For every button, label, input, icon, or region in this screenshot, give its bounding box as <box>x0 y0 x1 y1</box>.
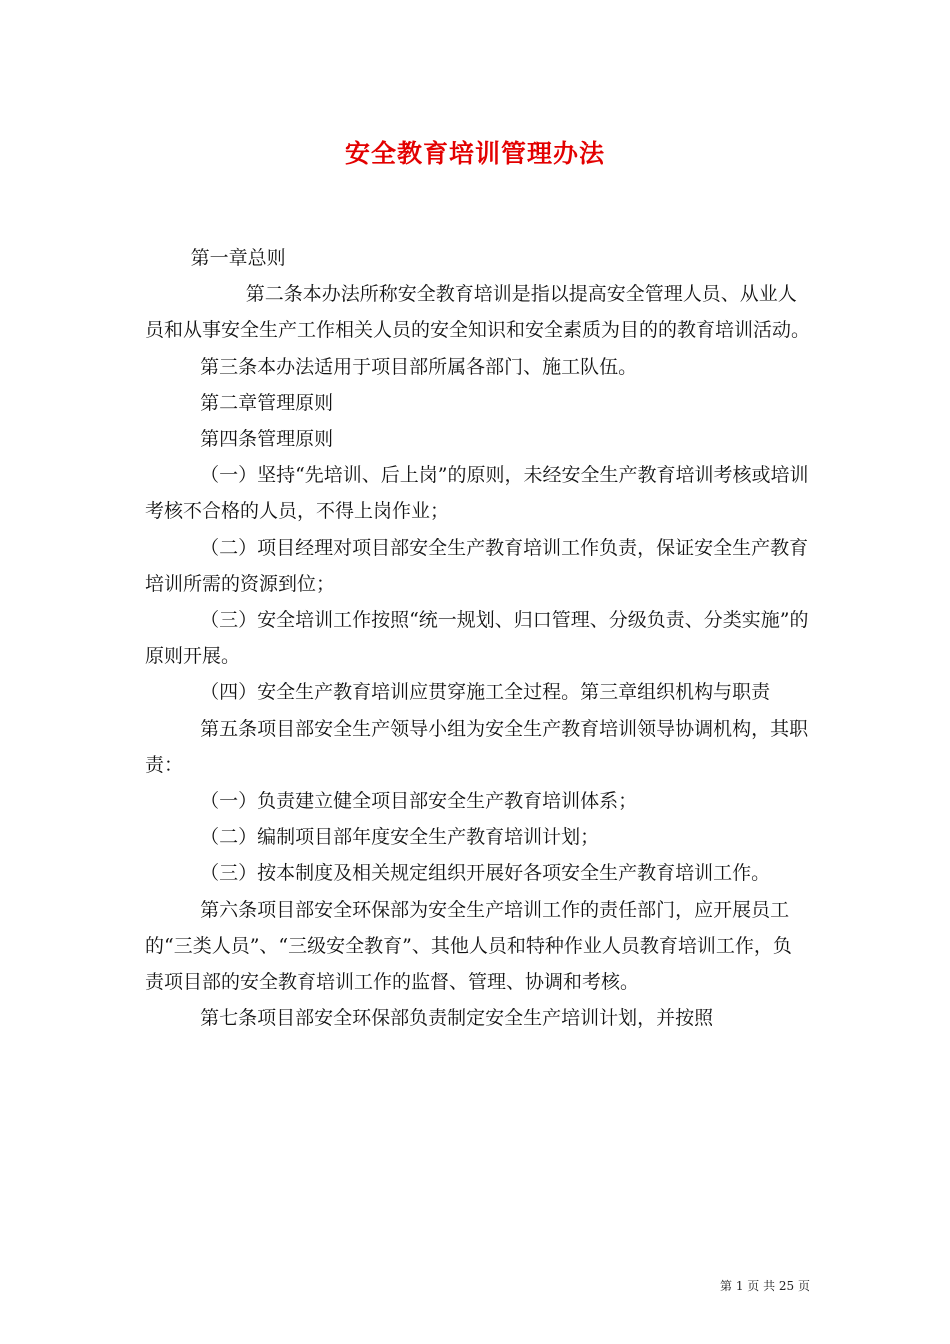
chapter-heading: 第一章总则 <box>190 247 286 269</box>
article-paragraph: 第六条项目部安全环保部为安全生产培训工作的责任部门，应开展员工的“三类人员”、“三级安全教育”、其他人员和特种作业人员教育培训工作，负责项目部的安全教育培训工作的监督、管理、协调和考核。 <box>145 898 792 994</box>
clause-paragraph: （四）安全生产教育培训应贯穿施工全过程。第三章组织机构与职责 <box>200 681 771 704</box>
clause-paragraph: （三）按本制度及相关规定组织开展好各项安全生产教育培训工作。 <box>200 862 771 885</box>
page-number-footer: 第 1 页 共 25 页 <box>720 1279 810 1293</box>
document-body <box>145 240 810 1036</box>
clause-paragraph: （二）项目经理对项目部安全生产教育培训工作负责，保证安全生产教育培训所需的资源到位； <box>145 536 809 595</box>
clause-paragraph: （一）坚持“先培训、后上岗”的原则，未经安全生产教育培训考核或培训考核不合格的人员，不得上岗作业； <box>145 464 809 523</box>
article-paragraph: 第四条管理原则 <box>200 428 334 451</box>
chapter-heading: 第二章管理原则 <box>200 391 334 414</box>
article-paragraph: 第三条本办法适用于项目部所属各部门、施工队伍。 <box>200 355 638 378</box>
article-paragraph: 第七条项目部安全环保部负责制定安全生产培训计划，并按照 <box>200 1007 714 1030</box>
article-paragraph: 第五条项目部安全生产领导小组为安全生产教育培训领导协调机构，其职责： <box>145 717 809 776</box>
clause-paragraph: （三）安全培训工作按照“统一规划、归口管理、分级负责、分类实施”的原则开展。 <box>145 609 809 668</box>
document-title: 安全教育培训管理办法 <box>344 139 605 168</box>
clause-paragraph: （一）负责建立健全项目部安全生产教育培训体系； <box>200 790 638 813</box>
clause-paragraph: （二）编制项目部年度安全生产教育培训计划； <box>200 826 600 849</box>
article-paragraph: 第二条本办法所称安全教育培训是指以提高安全管理人员、从业人员和从事安全生产工作相关人员的安全知识和安全素质为目的的教育培训活动。 <box>145 283 811 342</box>
